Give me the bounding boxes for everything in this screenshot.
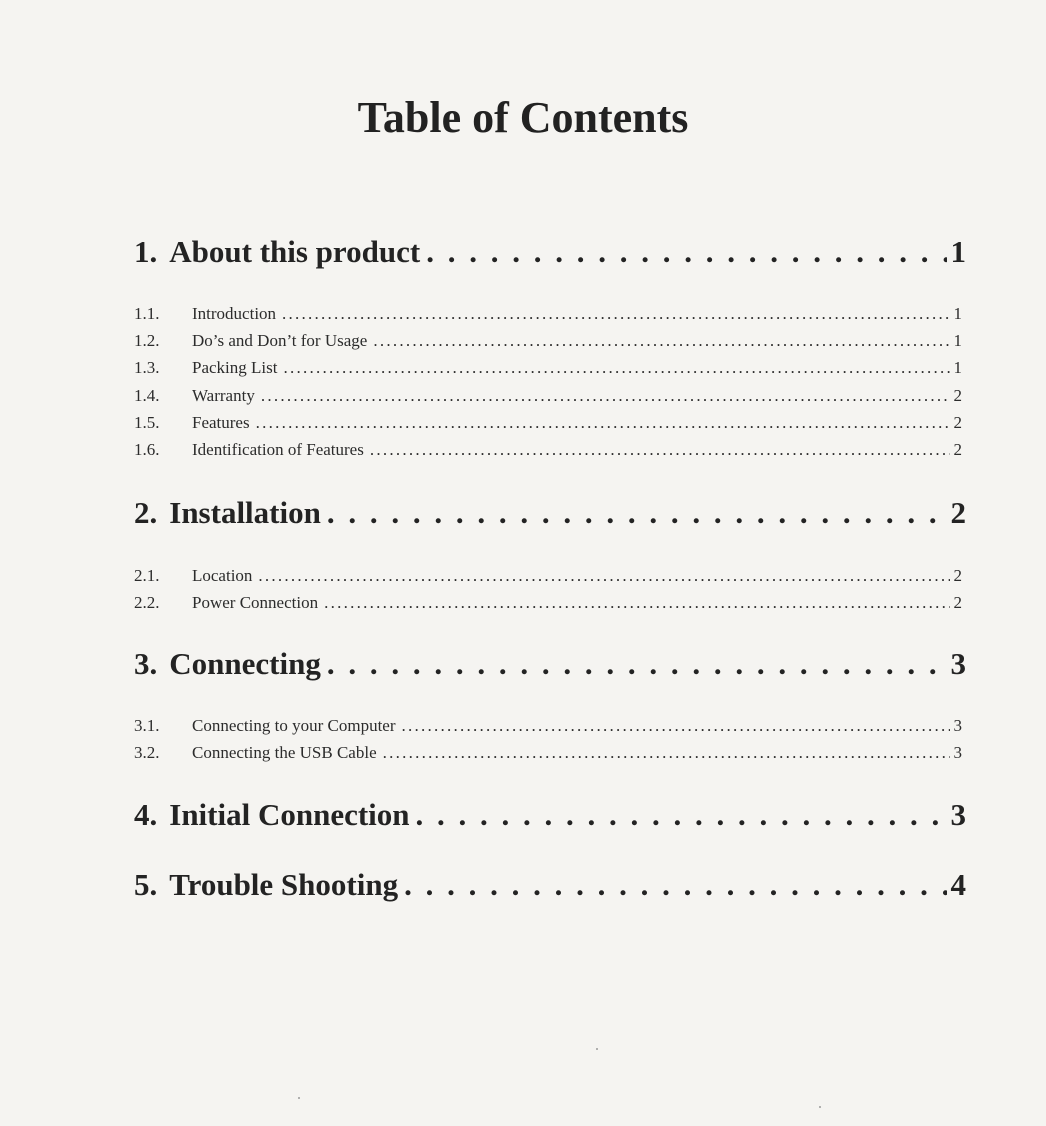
section-label: Trouble Shooting bbox=[169, 867, 399, 902]
dot-leader bbox=[383, 739, 950, 766]
dot-leader bbox=[282, 300, 949, 327]
section-page-number: 3 bbox=[950, 797, 966, 832]
dot-leader bbox=[327, 645, 947, 683]
toc-subsection-1-6[interactable] bbox=[134, 436, 962, 463]
section-page-number: 2 bbox=[950, 495, 966, 530]
subsection-page-number: 3 bbox=[953, 716, 962, 735]
toc-subsection-1-4[interactable] bbox=[134, 382, 962, 409]
toc-section-3[interactable] bbox=[134, 645, 966, 683]
subsection-number: 2.1. bbox=[134, 566, 160, 585]
dot-leader bbox=[404, 866, 946, 904]
subsection-number: 3.1. bbox=[134, 716, 160, 735]
toc-subsection-3-1[interactable] bbox=[134, 712, 962, 739]
dot-leader bbox=[327, 494, 947, 532]
subsection-number: 1.3. bbox=[134, 358, 160, 377]
subsection-page-number: 2 bbox=[953, 386, 962, 405]
subsection-label: Power Connection bbox=[192, 593, 319, 612]
toc-subsection-1-1[interactable] bbox=[134, 300, 962, 327]
subsection-label: Location bbox=[192, 566, 253, 585]
section-label: About this product bbox=[169, 234, 421, 269]
subsection-label: Do’s and Don’t for Usage bbox=[192, 331, 368, 350]
section-label: Initial Connection bbox=[169, 797, 410, 832]
subsection-label: Identification of Features bbox=[192, 440, 364, 459]
section-label: Connecting bbox=[169, 646, 321, 681]
toc-subsection-1-5[interactable] bbox=[134, 409, 962, 436]
section-label: Installation bbox=[169, 495, 321, 530]
subsection-label: Packing List bbox=[192, 358, 278, 377]
toc-section-2[interactable] bbox=[134, 494, 966, 532]
subsection-number: 1.1. bbox=[134, 304, 160, 323]
dot-leader bbox=[370, 436, 950, 463]
toc-section-4[interactable] bbox=[134, 796, 966, 834]
subsection-page-number: 2 bbox=[953, 413, 962, 432]
scan-speck bbox=[819, 1106, 821, 1108]
section-page-number: 4 bbox=[950, 867, 966, 902]
toc-section-1[interactable] bbox=[134, 233, 966, 271]
dot-leader bbox=[283, 354, 949, 381]
dot-leader bbox=[426, 233, 946, 271]
dot-leader bbox=[416, 796, 947, 834]
subsection-page-number: 2 bbox=[953, 440, 962, 459]
scan-speck bbox=[298, 1097, 300, 1099]
dot-leader bbox=[258, 562, 949, 589]
dot-leader bbox=[256, 409, 950, 436]
section-page-number: 1 bbox=[950, 234, 966, 269]
section-number: 3. bbox=[134, 646, 158, 681]
subsection-page-number: 1 bbox=[953, 358, 962, 377]
page-title: Table of Contents bbox=[357, 93, 689, 142]
section-page-number: 3 bbox=[950, 646, 966, 681]
toc-subsection-2-1[interactable] bbox=[134, 562, 962, 589]
subsection-number: 1.5. bbox=[134, 413, 160, 432]
subsection-number: 1.2. bbox=[134, 331, 160, 350]
dot-leader bbox=[402, 712, 950, 739]
subsection-label: Connecting the USB Cable bbox=[192, 743, 377, 762]
subsection-page-number: 1 bbox=[953, 331, 962, 350]
section-number: 1. bbox=[134, 234, 158, 269]
subsection-page-number: 2 bbox=[953, 566, 962, 585]
subsection-number: 1.4. bbox=[134, 386, 160, 405]
section-number: 4. bbox=[134, 797, 158, 832]
subsection-label: Warranty bbox=[192, 386, 255, 405]
subsection-page-number: 2 bbox=[953, 593, 962, 612]
dot-leader bbox=[261, 382, 950, 409]
subsection-label: Features bbox=[192, 413, 250, 432]
subsection-label: Connecting to your Computer bbox=[192, 716, 396, 735]
dot-leader bbox=[373, 327, 949, 354]
toc-section-5[interactable] bbox=[134, 866, 966, 904]
scan-speck bbox=[596, 1048, 598, 1050]
toc-subsection-3-2[interactable] bbox=[134, 739, 962, 766]
subsection-page-number: 3 bbox=[953, 743, 962, 762]
subsection-number: 2.2. bbox=[134, 593, 160, 612]
toc-subsection-2-2[interactable] bbox=[134, 589, 962, 616]
dot-leader bbox=[324, 589, 949, 616]
section-number: 2. bbox=[134, 495, 158, 530]
subsection-number: 3.2. bbox=[134, 743, 160, 762]
subsection-page-number: 1 bbox=[953, 304, 962, 323]
subsection-label: Introduction bbox=[192, 304, 277, 323]
section-number: 5. bbox=[134, 867, 158, 902]
subsection-number: 1.6. bbox=[134, 440, 160, 459]
toc-subsection-1-3[interactable] bbox=[134, 354, 962, 381]
toc-subsection-1-2[interactable] bbox=[134, 327, 962, 354]
